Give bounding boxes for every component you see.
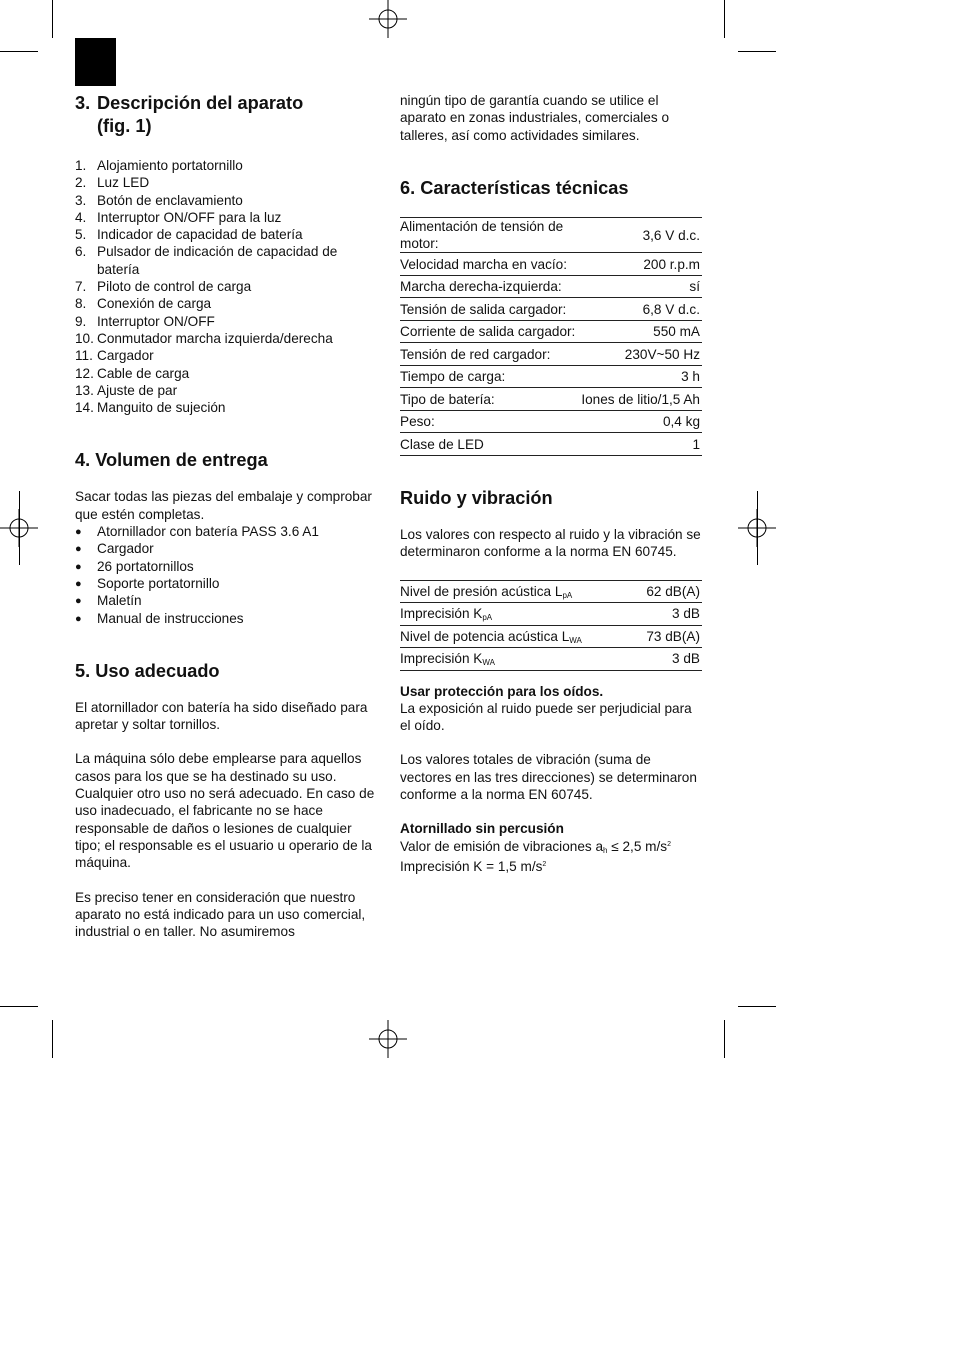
- bullet-icon: ●: [75, 577, 82, 590]
- list-item-text: Piloto de control de carga: [97, 279, 252, 295]
- right-column: [400, 92, 702, 875]
- intended-use-continuation: ningún tipo de garantía cuando se utilice el aparato en zonas industriales, comerciales o talleres, así como actividades similares.: [400, 93, 670, 143]
- side-mark: [19, 491, 20, 565]
- list-item-text: Cargador: [97, 348, 154, 364]
- table-row: [400, 275, 702, 298]
- table-row: [400, 580, 702, 603]
- list-item: [75, 558, 380, 575]
- spec-value: 200 r.p.m: [581, 253, 702, 276]
- list-item-number: 6.: [75, 244, 87, 260]
- list-item-text: Alojamiento portatornillo: [97, 158, 243, 173]
- spec-value: 3,6 V d.c.: [581, 217, 702, 253]
- list-item-text: Luz LED: [97, 175, 150, 191]
- list-item-text: Conexión de carga: [97, 296, 212, 312]
- list-item-text: Maletín: [97, 593, 142, 609]
- noise-value: 73 dB(A): [631, 625, 702, 648]
- list-item: [75, 399, 380, 416]
- crop-mark: [738, 51, 776, 52]
- list-item-number: 9.: [75, 313, 87, 329]
- list-item-text: Interruptor ON/OFF para la luz: [97, 209, 282, 225]
- list-item-number: 3.: [75, 192, 87, 208]
- table-row: [400, 253, 702, 276]
- list-item: [75, 157, 380, 174]
- table-row: [400, 298, 702, 321]
- crop-mark: [724, 1020, 725, 1058]
- list-item: [75, 592, 380, 609]
- spec-label: Tensión de salida cargador:: [400, 298, 581, 321]
- crop-mark: [52, 0, 53, 38]
- list-item-text: Interruptor ON/OFF: [97, 313, 215, 329]
- list-item: [75, 209, 380, 226]
- table-row: [400, 625, 702, 648]
- table-row: [400, 388, 702, 411]
- spec-label: Tipo de batería:: [400, 388, 581, 411]
- list-item-text: Botón de enclavamiento: [97, 192, 243, 208]
- registration-mark-icon: [369, 0, 407, 38]
- registration-mark-icon: [369, 1020, 407, 1058]
- list-item: [75, 226, 380, 243]
- list-item-text: Indicador de capacidad de batería: [97, 227, 303, 243]
- section-heading-technical: 6. Características técnicas: [400, 177, 629, 198]
- list-item-number: 11.: [75, 348, 93, 364]
- spec-label: Corriente de salida cargador:: [400, 320, 581, 343]
- crop-mark: [738, 1006, 776, 1007]
- crop-mark: [52, 1020, 53, 1058]
- list-item: [75, 174, 380, 191]
- section-heading-noise: Ruido y vibración: [400, 487, 553, 508]
- vibration-uncertainty-value: Imprecisión K = 1,5 $m/s^2$: [400, 858, 547, 874]
- table-row: [400, 433, 702, 456]
- spec-label: Clase de LED: [400, 433, 581, 456]
- spec-value: 3 h: [581, 365, 702, 388]
- list-item-text: Atornillador con batería PASS 3.6 A1: [97, 524, 319, 540]
- intended-use-paragraph: La máquina sólo debe emplearse para aquellos casos para los que se ha destinado su uso. Cualquier otro uso no será adecuado. En caso de uso inadecuado, el fabricante no se hace responsable de daños o lesiones de cualquier tipo; el responsable es el usuario u operario de la máquina.: [75, 751, 375, 871]
- bullet-icon: ●: [75, 612, 82, 625]
- parts-list: [75, 157, 380, 416]
- list-item-number: 14.: [75, 400, 94, 416]
- crop-mark: [0, 1006, 38, 1007]
- intended-use-paragraph: El atornillador con batería ha sido diseñado para apretar y soltar tornillos.: [75, 699, 368, 733]
- list-item: [75, 278, 380, 295]
- list-item: [75, 575, 380, 592]
- spec-value: Iones de litio/1,5 Ah: [581, 388, 702, 411]
- spec-value: sí: [581, 275, 702, 298]
- list-item-number: 2.: [75, 175, 87, 191]
- list-item-number: 1.: [75, 158, 87, 173]
- crop-mark: [724, 0, 725, 38]
- section-heading-description: 3. Descripción del aparato (fig. 1): [75, 93, 304, 136]
- list-item-number: 5.: [75, 227, 87, 243]
- list-item: [75, 192, 380, 209]
- spec-value: 230V~50 Hz: [581, 343, 702, 366]
- list-item-text: Pulsador de indicación de capacidad de batería: [97, 244, 338, 277]
- list-item-text: 26 portatornillos: [97, 558, 194, 574]
- list-item-text: Manguito de sujeción: [97, 400, 226, 416]
- left-column: [75, 92, 380, 940]
- crop-mark: [0, 51, 38, 52]
- noise-label: Imprecisión $K_{WA}$: [400, 648, 631, 671]
- list-item-text: Cargador: [97, 541, 154, 557]
- intended-use-paragraph: Es preciso tener en consideración que nuestro aparato no está indicado para un uso comercial, industrial o en taller. No asumiremos: [75, 889, 366, 940]
- list-item: [75, 382, 380, 399]
- ear-protection-text: La exposición al ruido puede ser perjudicial para el oído.: [400, 700, 692, 734]
- list-item-text: Soporte portatornillo: [97, 575, 220, 591]
- list-item-text: Ajuste de par: [97, 382, 178, 398]
- noise-label: Imprecisión $K_{pA}$: [400, 603, 631, 626]
- table-row: [400, 343, 702, 366]
- table-row: [400, 320, 702, 343]
- list-item-text: Cable de carga: [97, 365, 190, 381]
- section-heading-intended-use: 5. Uso adecuado: [75, 660, 220, 681]
- delivery-list: [75, 523, 380, 627]
- bullet-icon: ●: [75, 595, 82, 608]
- spec-value: 0,4 kg: [581, 410, 702, 433]
- delivery-intro: Sacar todas las piezas del embalaje y comprobar que estén completas.: [75, 489, 372, 522]
- noise-value: 62 dB(A): [631, 580, 702, 603]
- list-item: [75, 243, 380, 278]
- table-row: [400, 648, 702, 671]
- list-item: [75, 347, 380, 364]
- spec-label: Velocidad marcha en vacío:: [400, 253, 581, 276]
- list-item-number: 12.: [75, 365, 94, 381]
- spec-value: 1: [581, 433, 702, 456]
- technical-data-table: [400, 217, 702, 456]
- list-item-number: 10.: [75, 330, 94, 346]
- language-tab-marker: [75, 38, 116, 86]
- table-row: [400, 217, 702, 253]
- list-item-number: 8.: [75, 296, 87, 312]
- noise-intro: Los valores con respecto al ruido y la vibración se determinaron conforme a la norma EN 60745.: [400, 526, 701, 560]
- noise-value: 3 dB: [631, 603, 702, 626]
- vibration-text: Los valores totales de vibración (suma de vectores en las tres direcciones) se determinaron conforme a la norma EN 60745.: [400, 752, 697, 803]
- list-item-number: 7.: [75, 279, 87, 295]
- bullet-icon: ●: [75, 560, 82, 573]
- list-item-text: Manual de instrucciones: [97, 610, 244, 626]
- section-heading-delivery: 4. Volumen de entrega: [75, 450, 268, 471]
- list-item-text: Conmutador marcha izquierda/derecha: [97, 330, 333, 346]
- spec-label: Alimentación de tensión de motor:: [400, 217, 581, 253]
- spec-label: Tensión de red cargador:: [400, 343, 581, 366]
- list-item: [75, 365, 380, 382]
- table-row: [400, 603, 702, 626]
- noise-data-table: [400, 580, 702, 671]
- spec-label: Peso:: [400, 410, 581, 433]
- vibration-emission-value: Valor de emisión de vibraciones $a_h \le 2,5$ $m/s^2$: [400, 838, 671, 855]
- bullet-icon: ●: [75, 526, 82, 539]
- list-item: [75, 610, 380, 627]
- noise-label: Nivel de potencia acústica $L_{WA}$: [400, 625, 631, 648]
- bullet-icon: ●: [75, 543, 82, 556]
- table-row: [400, 410, 702, 433]
- list-item: [75, 313, 380, 330]
- list-item-number: 4.: [75, 209, 87, 225]
- list-item-number: 13.: [75, 382, 94, 398]
- list-item: [75, 540, 380, 557]
- list-item: [75, 330, 380, 347]
- table-row: [400, 365, 702, 388]
- spec-value: 550 mA: [581, 320, 702, 343]
- list-item: [75, 295, 380, 312]
- noise-label: Nivel de presión acústica $L_{pA}$: [400, 580, 631, 603]
- screwing-heading: Atornillado sin percusión: [400, 821, 564, 837]
- noise-value: 3 dB: [631, 648, 702, 671]
- side-mark: [757, 491, 758, 565]
- spec-label: Tiempo de carga:: [400, 365, 581, 388]
- list-item: [75, 523, 380, 540]
- ear-protection-heading: Usar protección para los oídos.: [400, 683, 604, 699]
- spec-value: 6,8 V d.c.: [581, 298, 702, 321]
- spec-label: Marcha derecha-izquierda:: [400, 275, 581, 298]
